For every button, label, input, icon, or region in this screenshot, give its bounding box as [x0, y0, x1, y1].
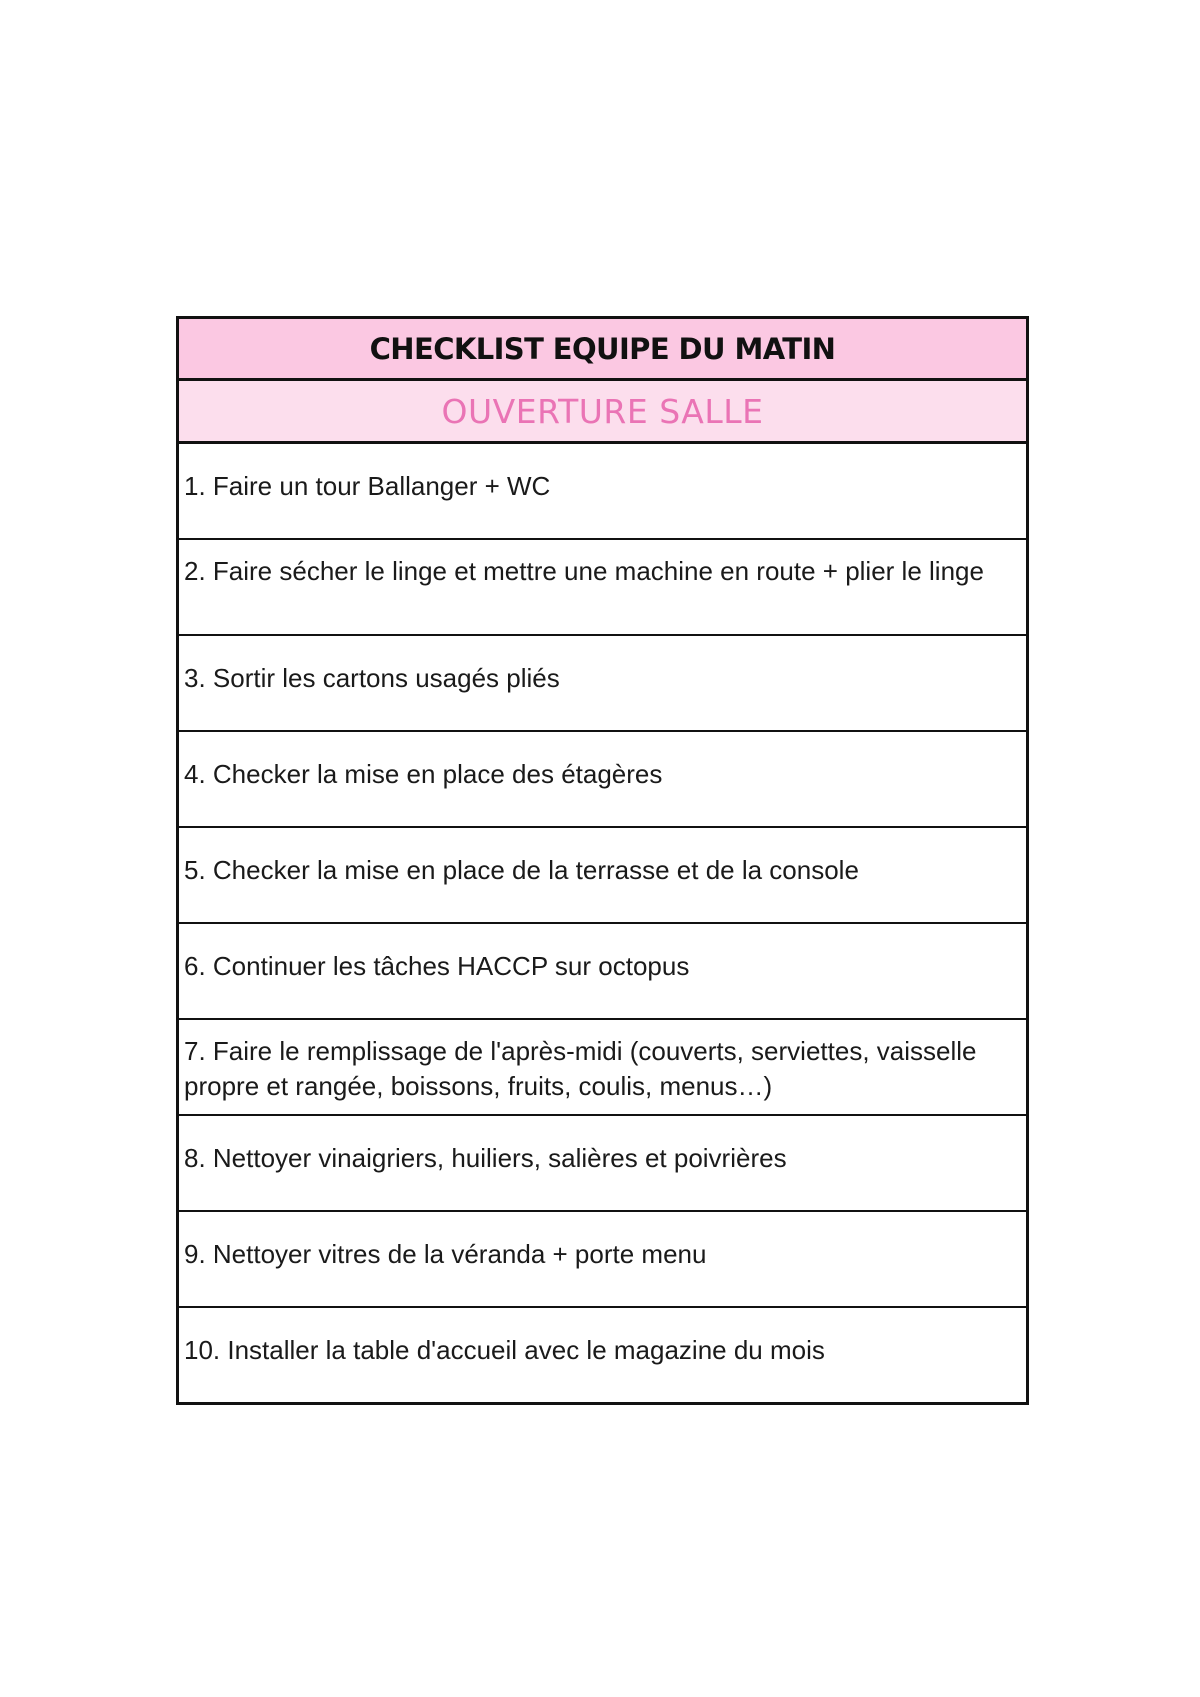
task-row: [179, 636, 1026, 732]
task-row: [179, 732, 1026, 828]
checklist-title: CHECKLIST EQUIPE DU MATIN: [369, 331, 836, 366]
task-text: 10. Installer la table d'accueil avec le magazine du mois: [184, 1334, 825, 1365]
task-row: [179, 444, 1026, 540]
task-row: [179, 1116, 1026, 1212]
task-text: 8. Nettoyer vinaigriers, huiliers, salières et poivrières: [184, 1142, 787, 1173]
task-text: 9. Nettoyer vitres de la véranda + porte menu: [184, 1238, 707, 1269]
title-row: [179, 319, 1026, 381]
task-list: [179, 444, 1026, 1402]
task-text: 5. Checker la mise en place de la terrasse et de la console: [184, 854, 859, 885]
subtitle-row: [179, 381, 1026, 444]
task-text: 7. Faire le remplissage de l'après-midi (couverts, serviettes, vaisselle propre et rangée, boissons, fruits, coulis, menus…): [184, 1036, 977, 1101]
task-text: 4. Checker la mise en place des étagères: [184, 758, 663, 789]
checklist-subtitle: OUVERTURE SALLE: [441, 391, 764, 431]
task-text: 3. Sortir les cartons usagés pliés: [184, 662, 560, 693]
task-row: [179, 924, 1026, 1020]
task-row: [179, 1308, 1026, 1402]
task-row: [179, 1212, 1026, 1308]
checklist-table: [176, 316, 1029, 1405]
task-text: 6. Continuer les tâches HACCP sur octopus: [184, 950, 690, 981]
task-row: [179, 828, 1026, 924]
task-row: [179, 540, 1026, 636]
task-row: [179, 1020, 1026, 1116]
task-text: 1. Faire un tour Ballanger + WC: [184, 470, 551, 501]
task-text: 2. Faire sécher le linge et mettre une machine en route + plier le linge: [184, 556, 984, 586]
